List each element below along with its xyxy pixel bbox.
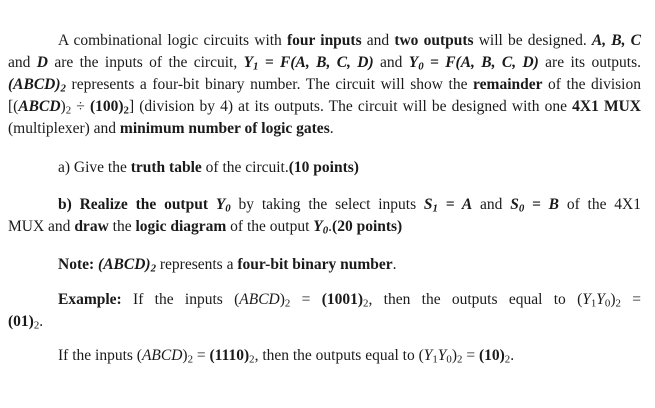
value-subscript: 2 [363,297,369,310]
example2-text: , then the outputs equal to ( [254,347,424,364]
intro-paragraph [8,30,641,140]
example2-text: If the inputs ( [58,347,142,364]
y0-symbol: Y [313,218,323,235]
var-bc: B, C [611,32,641,49]
value-subscript: 2 [249,353,255,366]
example2-text: ) [451,347,458,364]
abcd-symbol: ABCD [18,98,61,115]
y0-subscript: 0 [418,60,424,73]
y1-equation: = F(A, B, C, D) [258,54,374,71]
example-text: . [39,313,44,330]
intro-bold: minimum number of logic gates [119,120,330,137]
y1-subscript: 1 [253,60,259,73]
example2 [58,345,641,367]
note-text: represents a [156,256,238,273]
example-text: If the inputs ( [121,291,240,308]
divisor: (100) [89,98,124,115]
note-text: . [392,256,397,273]
abcd-subscript: 2 [60,82,66,95]
example-input-value: (1001) [321,291,364,308]
part-b-text: . [328,218,333,235]
intro-text: are the inputs of the circuit, [47,54,244,71]
abcd-symbol: ABCD [239,291,280,308]
divisor-subscript: 2 [123,104,129,117]
part-b-bold: draw [74,218,109,235]
equals: = [462,347,479,364]
intro-bold: two outputs [394,32,474,49]
intro-text: . [329,120,334,137]
y1-symbol: Y [243,54,254,71]
abcd-subscript: 2 [65,104,72,117]
example2-input-value: (1110) [209,347,250,364]
y0-symbol: Y [215,196,226,213]
equals: = [290,291,322,308]
part-a-bold: truth table [130,159,202,176]
s1-symbol: S [423,196,433,213]
intro-text: are its outputs. [538,54,641,71]
part-a [58,157,641,179]
intro-text: A combinational logic circuits with [58,32,287,49]
part-b-text: of the 4X1 [559,196,641,213]
intro-text: of the division [( [8,76,641,115]
part-b-text: and [472,196,511,213]
example-line1 [58,289,641,311]
intro-text: will be designed. [473,32,592,49]
example-line2 [8,311,641,333]
s1-subscript: 1 [432,202,438,215]
part-b-points: (20 points) [332,218,403,235]
intro-bold: remainder [473,76,543,93]
y-symbol: Y [582,291,591,308]
output-subscript: 2 [457,353,463,366]
y-symbol: Y [437,347,447,364]
example2-output-value: (10) [478,347,505,364]
part-a-points: (10 points) [288,159,359,176]
part-b-text: MUX and [8,218,75,235]
output-subscript: 2 [615,297,621,310]
part-b-text: by taking the select inputs [230,196,424,213]
example-text: ) [610,291,616,308]
part-a-text: of the circuit. [201,159,289,176]
var-d: D [36,54,48,71]
abcd-symbol: ABCD [141,347,183,364]
s1-equation: = A [437,196,473,213]
abcd-subscript: 2 [187,353,194,366]
y0-symbol: Y [408,54,419,71]
part-b-line1 [58,194,641,216]
s0-equation: = B [524,196,560,213]
s0-subscript: 0 [518,202,525,215]
intro-text: (multiplexer) and [8,120,120,137]
note-bold: four-bit binary number [237,256,393,273]
intro-text: and [373,54,409,71]
abcd-subscript: 2 [284,297,291,310]
divide-symbol: ÷ [71,98,90,115]
value-subscript: 2 [33,319,40,332]
y-symbol: Y [423,347,433,364]
example-output-value: (01) [8,313,34,330]
intro-bold: 4X1 MUX [572,98,641,115]
intro-text: represents a four-bit binary number. The circuit will show the [65,76,474,93]
example2-text: ) [182,347,188,364]
part-b-label: b) Realize the output [58,196,216,213]
part-b-line2 [8,216,641,238]
abcd-subscript: 2 [150,262,156,275]
y0-equation: = F(A, B, C, D) [423,54,539,71]
note-label: Note: [58,256,99,273]
y0-subscript: 0 [322,224,329,237]
part-b-bold: logic diagram [135,218,227,235]
abcd-symbol: (ABCD) [8,76,61,93]
equals: = [620,291,641,308]
intro-bold: four inputs [286,32,362,49]
value-subscript: 2 [504,353,511,366]
y-symbol: Y [596,291,605,308]
part-b-text: of the output [226,218,314,235]
equals: = [193,347,210,364]
var-a: A, [591,32,607,49]
abcd-symbol: (ABCD) [98,256,151,273]
part-b-text: the [108,218,136,235]
intro-text: and [361,32,395,49]
intro-text: ) [60,98,66,115]
intro-text: ] (division by 4) at its outputs. The circuit will be designed with one [128,98,573,115]
example-text: , then the outputs equal to ( [368,291,583,308]
y1-subscript: 1 [590,297,597,310]
example-text: ) [279,291,285,308]
y0-subscript: 0 [604,297,611,310]
example2-text: . [510,347,515,364]
s0-symbol: S [510,196,519,213]
example-label: Example: [58,291,122,308]
intro-text: and [8,54,37,71]
note [58,254,641,276]
y0-subscript: 0 [446,353,452,366]
y1-subscript: 1 [432,353,438,366]
y0-subscript: 0 [225,202,231,215]
part-a-text: a) Give the [58,159,131,176]
